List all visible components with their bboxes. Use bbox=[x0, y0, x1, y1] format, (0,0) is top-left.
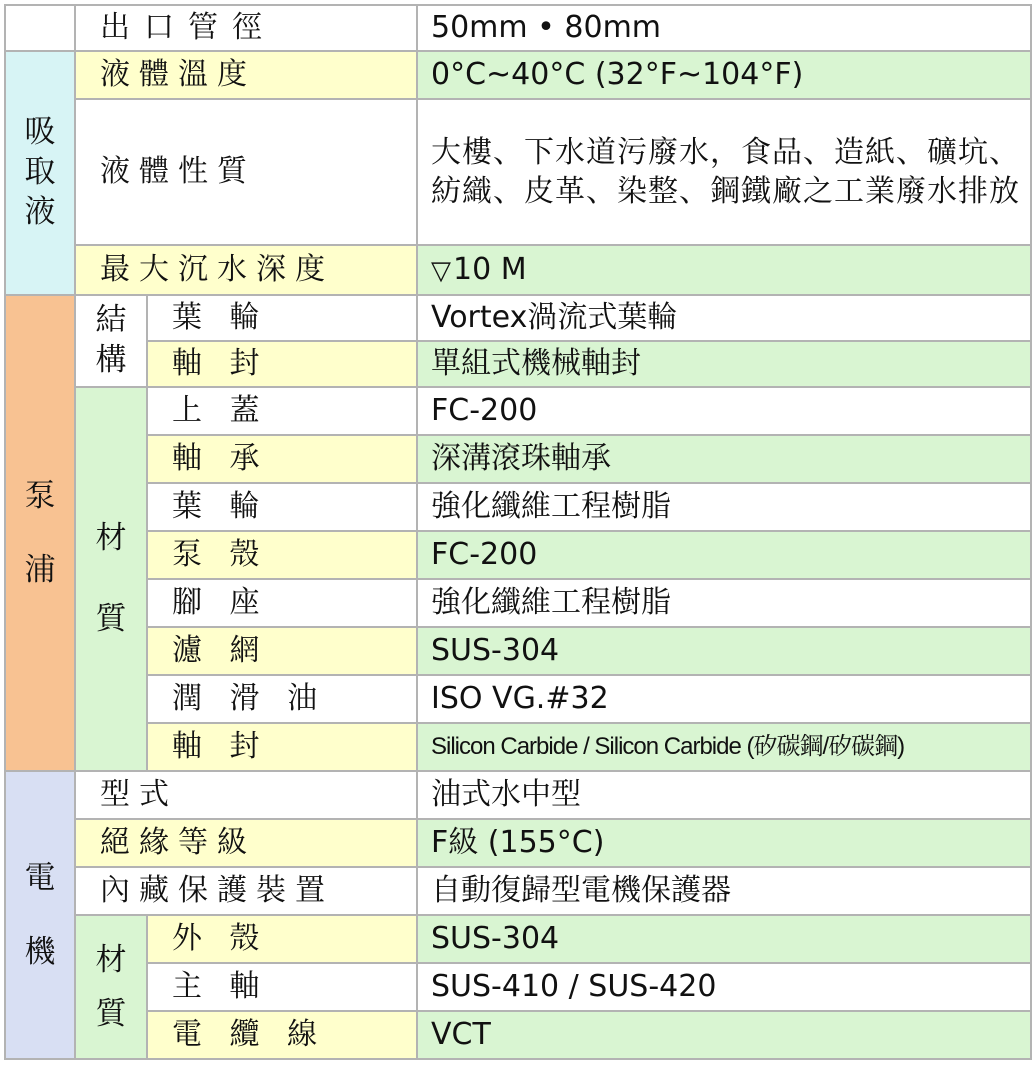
label-motor-insulation: 絕緣等級 bbox=[75, 819, 417, 867]
value-pump-base: 強化纖維工程樹脂 bbox=[417, 579, 1031, 627]
value-pump-strainer: SUS-304 bbox=[417, 627, 1031, 675]
value-pump-oil: ISO VG.#32 bbox=[417, 675, 1031, 723]
label-pump-impeller: 葉 輪 bbox=[147, 295, 417, 341]
depth-triangle-icon: ▽ bbox=[431, 256, 451, 286]
label-pump-mat-impeller: 葉 輪 bbox=[147, 483, 417, 531]
row-pump-cover bbox=[5, 387, 1031, 435]
label-liquid-depth: 最大沉水深度 bbox=[75, 245, 417, 295]
value-pump-mat-seal: Silicon Carbide / Silicon Carbide (矽碳鋼/矽碳鋼) bbox=[417, 723, 1031, 771]
value-pump-casing: FC-200 bbox=[417, 531, 1031, 579]
row-motor-cable bbox=[5, 1011, 1031, 1059]
group-pump-structure: 結構 bbox=[75, 295, 147, 387]
group-motor-material: 材質 bbox=[75, 915, 147, 1059]
spec-table bbox=[4, 4, 1032, 1060]
row-pump-seal bbox=[5, 341, 1031, 387]
label-pump-base: 腳 座 bbox=[147, 579, 417, 627]
label-outlet: 出口管徑 bbox=[75, 5, 417, 51]
group-liquid: 吸取液 bbox=[5, 51, 75, 295]
label-liquid-nature: 液體性質 bbox=[75, 99, 417, 245]
value-pump-seal: 單組式機械軸封 bbox=[417, 341, 1031, 387]
row-pump-impeller bbox=[5, 295, 1031, 341]
label-liquid-temperature: 液體溫度 bbox=[75, 51, 417, 99]
value-pump-cover: FC-200 bbox=[417, 387, 1031, 435]
label-motor-shell: 外 殼 bbox=[147, 915, 417, 963]
value-motor-insulation: F級 (155°C) bbox=[417, 819, 1031, 867]
label-pump-seal: 軸 封 bbox=[147, 341, 417, 387]
value-motor-shell: SUS-304 bbox=[417, 915, 1031, 963]
value-pump-bearing: 深溝滾珠軸承 bbox=[417, 435, 1031, 483]
row-pump-mat-seal bbox=[5, 723, 1031, 771]
value-motor-cable: VCT bbox=[417, 1011, 1031, 1059]
value-motor-type: 油式水中型 bbox=[417, 771, 1031, 819]
row-motor-shaft bbox=[5, 963, 1031, 1011]
row-motor-insulation bbox=[5, 819, 1031, 867]
label-pump-strainer: 濾 網 bbox=[147, 627, 417, 675]
label-pump-oil: 潤 滑 油 bbox=[147, 675, 417, 723]
row-motor-protector bbox=[5, 867, 1031, 915]
value-liquid-temperature: 0°C~40°C (32°F~104°F) bbox=[417, 51, 1031, 99]
row-liquid-depth bbox=[5, 245, 1031, 295]
row-liquid-nature bbox=[5, 99, 1031, 245]
label-motor-cable: 電 纜 線 bbox=[147, 1011, 417, 1059]
row-pump-bearing bbox=[5, 435, 1031, 483]
value-liquid-depth-text: 10 M bbox=[453, 252, 527, 287]
label-pump-mat-seal: 軸 封 bbox=[147, 723, 417, 771]
value-pump-impeller: Vortex渦流式葉輪 bbox=[417, 295, 1031, 341]
row-pump-base bbox=[5, 579, 1031, 627]
value-pump-mat-impeller: 強化纖維工程樹脂 bbox=[417, 483, 1031, 531]
row-motor-shell bbox=[5, 915, 1031, 963]
row-pump-casing bbox=[5, 531, 1031, 579]
row-outlet bbox=[5, 5, 1031, 51]
row-pump-oil bbox=[5, 675, 1031, 723]
group-motor: 電機 bbox=[5, 771, 75, 1059]
row-pump-mat-impeller bbox=[5, 483, 1031, 531]
group-pump: 泵浦 bbox=[5, 295, 75, 771]
value-motor-protector: 自動復歸型電機保護器 bbox=[417, 867, 1031, 915]
value-liquid-nature: 大樓、下水道污廢水，食品、造紙、礦坑、紡織、皮革、染整、鋼鐵廠之工業廢水排放 bbox=[417, 99, 1031, 245]
label-pump-cover: 上 蓋 bbox=[147, 387, 417, 435]
label-motor-shaft: 主 軸 bbox=[147, 963, 417, 1011]
row-motor-type bbox=[5, 771, 1031, 819]
label-motor-protector: 內藏保護裝置 bbox=[75, 867, 417, 915]
value-outlet: 50mm • 80mm bbox=[417, 5, 1031, 51]
value-liquid-depth bbox=[417, 245, 1031, 295]
label-motor-type: 型式 bbox=[75, 771, 417, 819]
group-pump-material: 材質 bbox=[75, 387, 147, 771]
label-pump-casing: 泵 殼 bbox=[147, 531, 417, 579]
row-pump-strainer bbox=[5, 627, 1031, 675]
value-motor-shaft: SUS-410 / SUS-420 bbox=[417, 963, 1031, 1011]
row-liquid-temperature bbox=[5, 51, 1031, 99]
label-pump-bearing: 軸 承 bbox=[147, 435, 417, 483]
